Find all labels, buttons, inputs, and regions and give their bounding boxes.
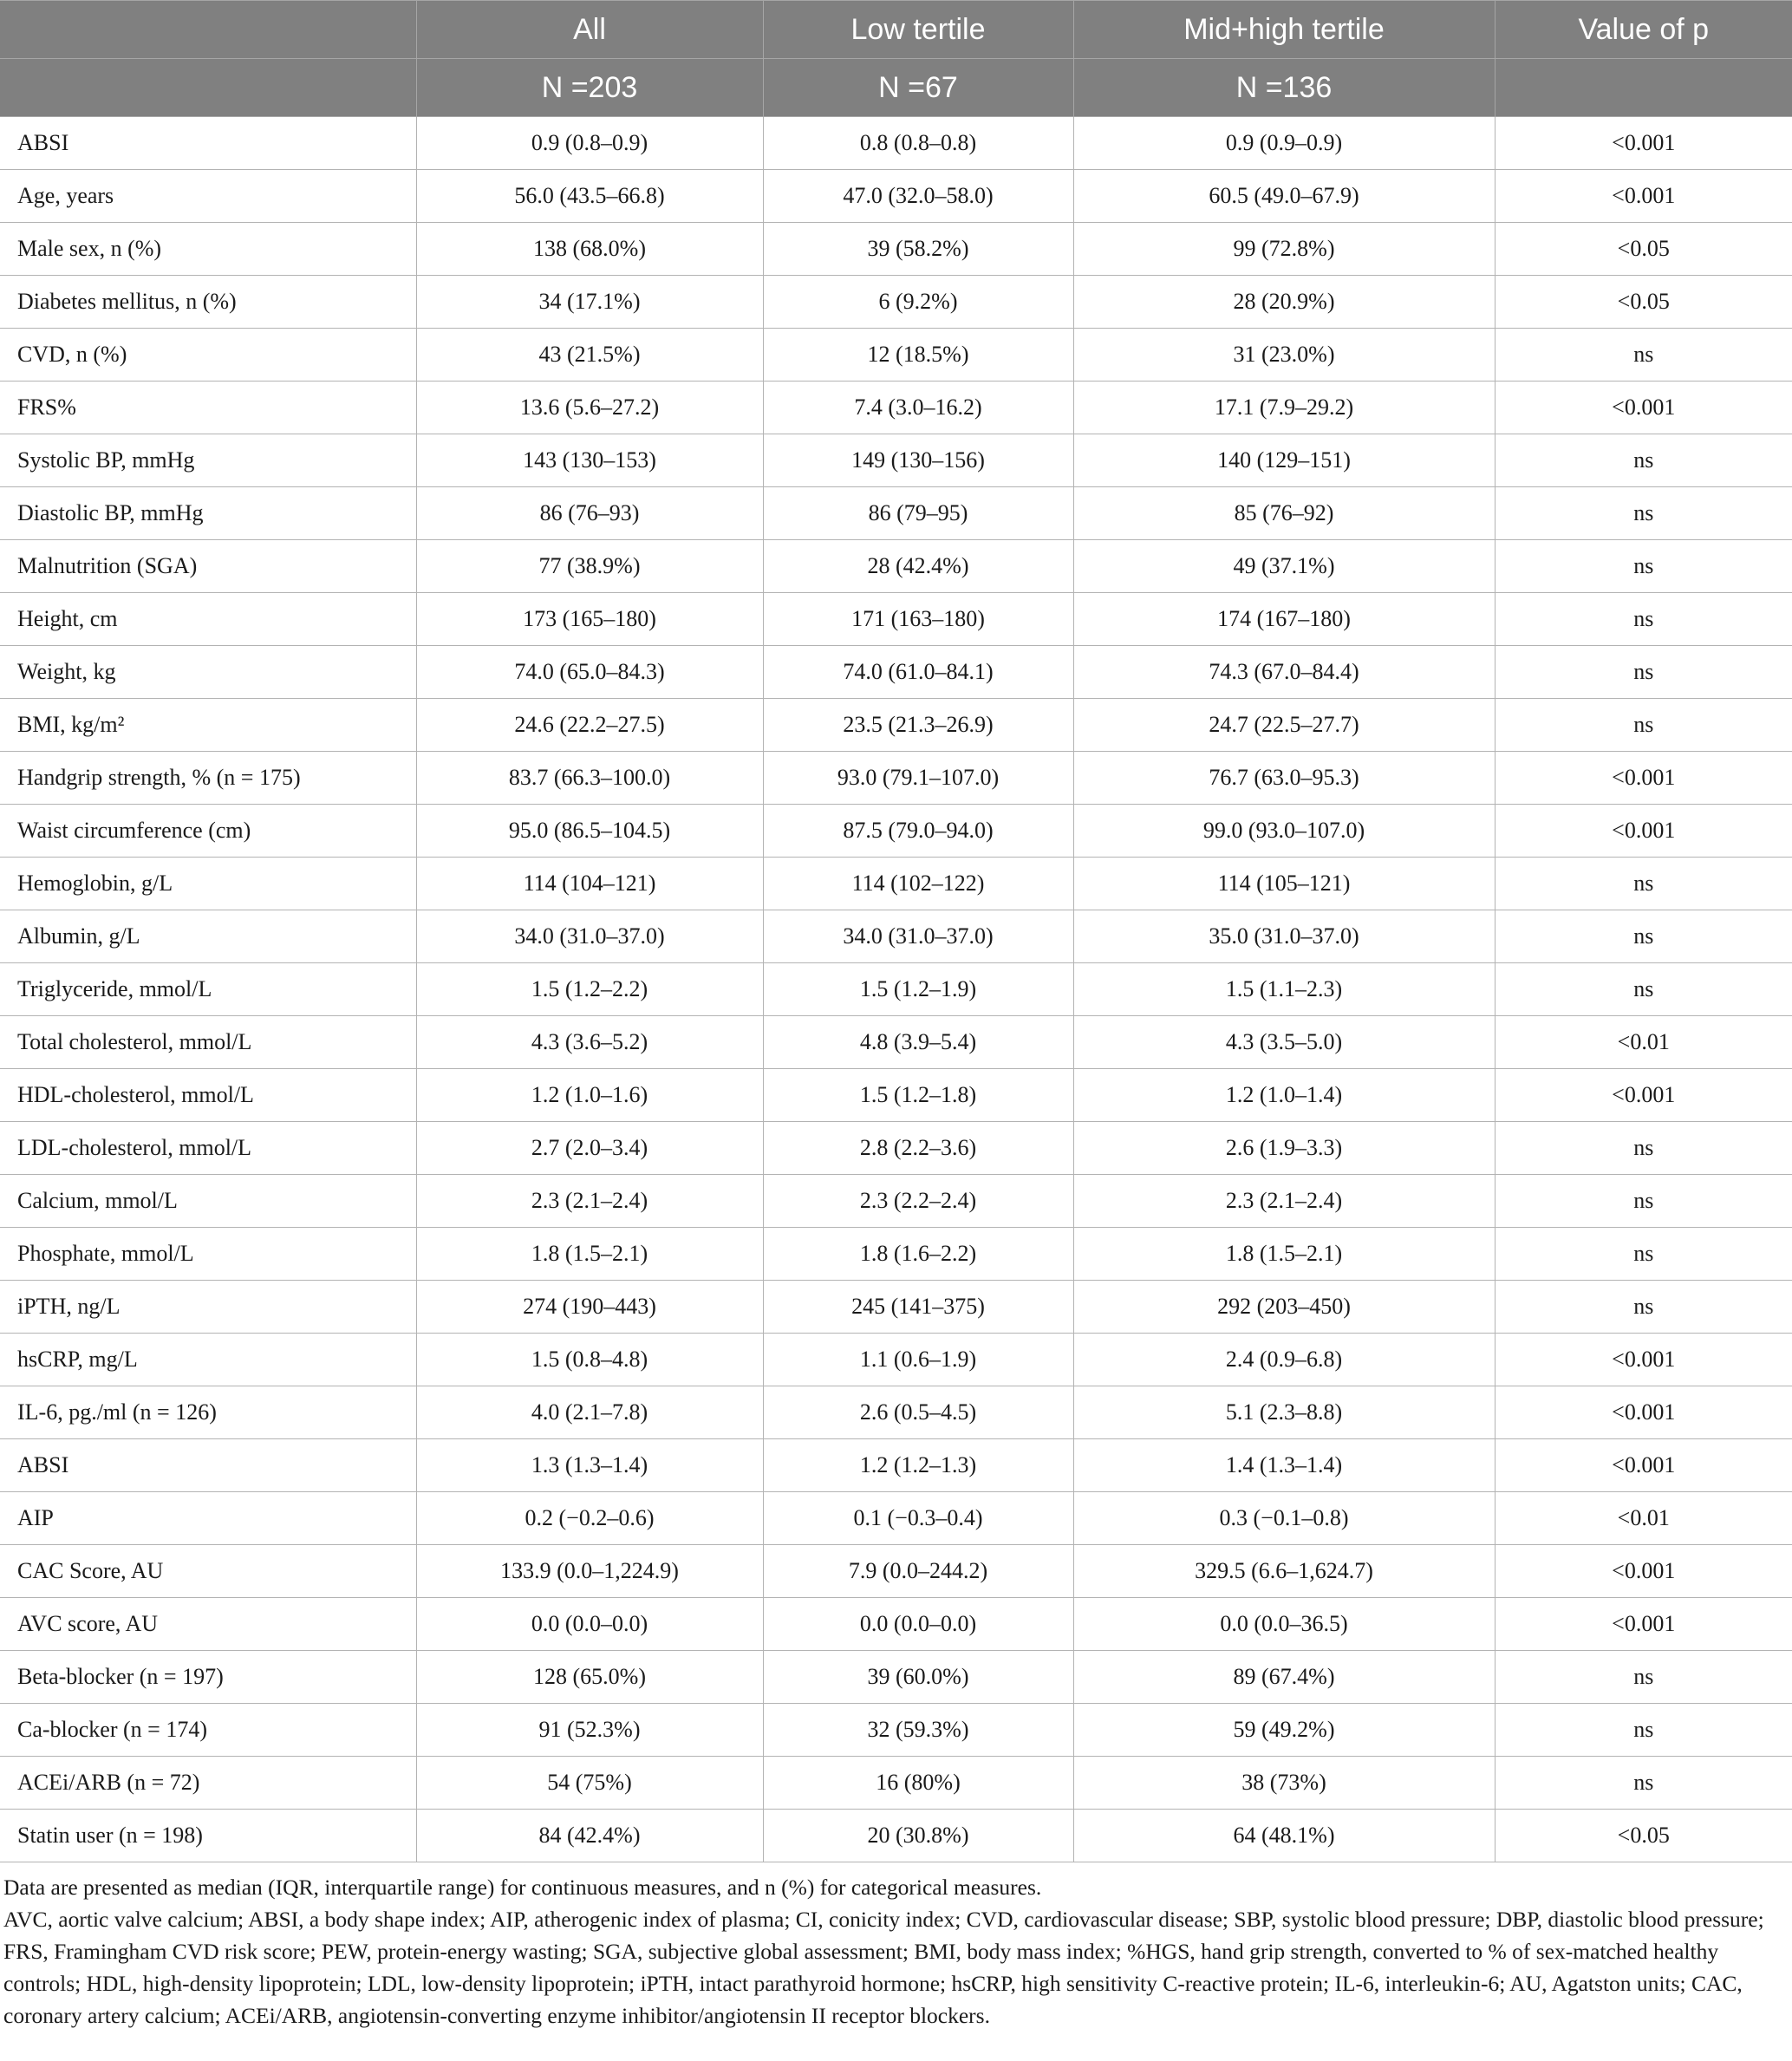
cell-variable: LDL-cholesterol, mmol/L [0,1122,416,1175]
cell-low-tertile: 2.3 (2.2–2.4) [763,1175,1073,1228]
cell-p-value: <0.01 [1495,1016,1792,1069]
cell-mid-high-tertile: 31 (23.0%) [1073,329,1495,382]
cell-p-value: ns [1495,1704,1792,1757]
header-row-counts [0,59,1792,117]
cell-p-value: ns [1495,329,1792,382]
cell-all: 133.9 (0.0–1,224.9) [416,1545,763,1598]
table-row [0,1598,1792,1651]
cell-mid-high-tertile: 1.5 (1.1–2.3) [1073,963,1495,1016]
table-row [0,117,1792,170]
cell-mid-high-tertile: 2.6 (1.9–3.3) [1073,1122,1495,1175]
cell-variable: Weight, kg [0,646,416,699]
cell-mid-high-tertile: 2.4 (0.9–6.8) [1073,1334,1495,1386]
cell-low-tertile: 2.8 (2.2–3.6) [763,1122,1073,1175]
cell-all: 43 (21.5%) [416,329,763,382]
table-row [0,329,1792,382]
cell-p-value: <0.001 [1495,1545,1792,1598]
cell-all: 0.9 (0.8–0.9) [416,117,763,170]
table-row [0,1281,1792,1334]
table-row [0,540,1792,593]
cell-mid-high-tertile: 2.3 (2.1–2.4) [1073,1175,1495,1228]
cell-all: 1.5 (0.8–4.8) [416,1334,763,1386]
cell-p-value: <0.01 [1495,1492,1792,1545]
cell-all: 84 (42.4%) [416,1810,763,1862]
cell-all: 91 (52.3%) [416,1704,763,1757]
cell-low-tertile: 7.4 (3.0–16.2) [763,382,1073,434]
cell-all: 1.8 (1.5–2.1) [416,1228,763,1281]
cell-variable: Calcium, mmol/L [0,1175,416,1228]
table-row [0,1651,1792,1704]
cell-all: 83.7 (66.3–100.0) [416,752,763,805]
footnote-abbreviations: AVC, aortic valve calcium; ABSI, a body shape index; AIP, atherogenic index of plasma; CI, conicity index; CVD, cardiovascular disease; SBP, systolic blood pressure; DBP, diastolic blood pressure; FRS, Framingham CVD risk score; PEW, protein-energy wasting; SGA, subjective global assessment; BMI, body mass index; %HGS, hand grip strength, converted to % of sex-matched healthy controls; HDL, high-density lipoprotein; LDL, low-density lipoprotein; iPTH, intact parathyroid hormone; hsCRP, high sensitivity C-reactive protein; IL-6, interleukin-6; AU, Agatston units; CAC, coronary artery calcium; ACEi/ARB, angiotensin-converting enzyme inhibitor/angiotensin II receptor blockers. [3,1907,1764,2028]
table-row [0,699,1792,752]
cell-low-tertile: 245 (141–375) [763,1281,1073,1334]
table-header [0,1,1792,117]
table-row [0,752,1792,805]
header-cell-all: All [416,1,763,59]
table-row [0,1175,1792,1228]
cell-variable: Phosphate, mmol/L [0,1228,416,1281]
cell-variable: CVD, n (%) [0,329,416,382]
cell-p-value: ns [1495,858,1792,910]
header-cell-all-count: N =203 [416,59,763,117]
cell-low-tertile: 0.1 (−0.3–0.4) [763,1492,1073,1545]
cell-p-value: ns [1495,1122,1792,1175]
cell-p-value: ns [1495,1175,1792,1228]
cell-low-tertile: 6 (9.2%) [763,276,1073,329]
cell-all: 138 (68.0%) [416,223,763,276]
cell-p-value: ns [1495,1228,1792,1281]
cell-low-tertile: 1.5 (1.2–1.9) [763,963,1073,1016]
cell-p-value: ns [1495,646,1792,699]
header-cell-low-tertile: Low tertile [763,1,1073,59]
cell-mid-high-tertile: 74.3 (67.0–84.4) [1073,646,1495,699]
cell-p-value: <0.05 [1495,276,1792,329]
table-row [0,593,1792,646]
table-row [0,858,1792,910]
cell-all: 2.3 (2.1–2.4) [416,1175,763,1228]
cell-variable: Beta-blocker (n = 197) [0,1651,416,1704]
cell-variable: AIP [0,1492,416,1545]
cell-p-value: <0.001 [1495,1069,1792,1122]
cell-p-value: ns [1495,540,1792,593]
table-footnotes [0,1862,1792,2032]
table-row [0,276,1792,329]
table-row [0,1386,1792,1439]
header-cell-mid-high-tertile: Mid+high tertile [1073,1,1495,59]
cell-low-tertile: 114 (102–122) [763,858,1073,910]
cell-mid-high-tertile: 1.2 (1.0–1.4) [1073,1069,1495,1122]
cell-low-tertile: 28 (42.4%) [763,540,1073,593]
cell-mid-high-tertile: 99 (72.8%) [1073,223,1495,276]
cell-low-tertile: 23.5 (21.3–26.9) [763,699,1073,752]
table-row [0,1545,1792,1598]
cell-low-tertile: 4.8 (3.9–5.4) [763,1016,1073,1069]
cell-mid-high-tertile: 17.1 (7.9–29.2) [1073,382,1495,434]
cell-low-tertile: 0.8 (0.8–0.8) [763,117,1073,170]
footnote-data-presentation: Data are presented as median (IQR, interquartile range) for continuous measures, and n (%) for categorical measures. [3,1875,1042,1900]
cell-low-tertile: 86 (79–95) [763,487,1073,540]
cell-p-value: <0.05 [1495,1810,1792,1862]
cell-variable: Height, cm [0,593,416,646]
cell-low-tertile: 7.9 (0.0–244.2) [763,1545,1073,1598]
cell-variable: hsCRP, mg/L [0,1334,416,1386]
cell-variable: FRS% [0,382,416,434]
cell-mid-high-tertile: 38 (73%) [1073,1757,1495,1810]
table-row [0,963,1792,1016]
table-row [0,487,1792,540]
cell-variable: Hemoglobin, g/L [0,858,416,910]
cell-all: 54 (75%) [416,1757,763,1810]
cell-low-tertile: 20 (30.8%) [763,1810,1073,1862]
cell-low-tertile: 2.6 (0.5–4.5) [763,1386,1073,1439]
cell-mid-high-tertile: 60.5 (49.0–67.9) [1073,170,1495,223]
cell-p-value: ns [1495,699,1792,752]
cell-mid-high-tertile: 0.3 (−0.1–0.8) [1073,1492,1495,1545]
cell-all: 128 (65.0%) [416,1651,763,1704]
cell-all: 1.5 (1.2–2.2) [416,963,763,1016]
cell-all: 4.0 (2.1–7.8) [416,1386,763,1439]
header-cell-variable-count [0,59,416,117]
cell-variable: iPTH, ng/L [0,1281,416,1334]
cell-variable: Diabetes mellitus, n (%) [0,276,416,329]
table-row [0,910,1792,963]
cell-variable: Triglyceride, mmol/L [0,963,416,1016]
cell-low-tertile: 93.0 (79.1–107.0) [763,752,1073,805]
cell-low-tertile: 1.8 (1.6–2.2) [763,1228,1073,1281]
table-row [0,1016,1792,1069]
cell-mid-high-tertile: 35.0 (31.0–37.0) [1073,910,1495,963]
cell-variable: Total cholesterol, mmol/L [0,1016,416,1069]
cell-all: 173 (165–180) [416,593,763,646]
cell-all: 0.0 (0.0–0.0) [416,1598,763,1651]
cell-p-value: <0.001 [1495,752,1792,805]
table-row [0,223,1792,276]
header-row-groups [0,1,1792,59]
table-row [0,1228,1792,1281]
cell-variable: HDL-cholesterol, mmol/L [0,1069,416,1122]
header-cell-variable [0,1,416,59]
header-cell-low-tertile-count: N =67 [763,59,1073,117]
cell-low-tertile: 87.5 (79.0–94.0) [763,805,1073,858]
cell-mid-high-tertile: 1.8 (1.5–2.1) [1073,1228,1495,1281]
cell-variable: AVC score, AU [0,1598,416,1651]
cell-all: 86 (76–93) [416,487,763,540]
cell-p-value: ns [1495,1281,1792,1334]
cell-variable: Malnutrition (SGA) [0,540,416,593]
cell-low-tertile: 74.0 (61.0–84.1) [763,646,1073,699]
cell-variable: Statin user (n = 198) [0,1810,416,1862]
cell-low-tertile: 34.0 (31.0–37.0) [763,910,1073,963]
cell-all: 56.0 (43.5–66.8) [416,170,763,223]
cell-variable: Diastolic BP, mmHg [0,487,416,540]
table-row [0,1334,1792,1386]
table-row [0,170,1792,223]
cell-mid-high-tertile: 1.4 (1.3–1.4) [1073,1439,1495,1492]
cell-mid-high-tertile: 5.1 (2.3–8.8) [1073,1386,1495,1439]
cell-p-value: <0.001 [1495,170,1792,223]
cell-p-value: ns [1495,1651,1792,1704]
cell-mid-high-tertile: 292 (203–450) [1073,1281,1495,1334]
cell-variable: BMI, kg/m² [0,699,416,752]
cell-all: 74.0 (65.0–84.3) [416,646,763,699]
table-row [0,1810,1792,1862]
cell-all: 34 (17.1%) [416,276,763,329]
cell-all: 13.6 (5.6–27.2) [416,382,763,434]
table-row [0,646,1792,699]
cell-mid-high-tertile: 0.9 (0.9–0.9) [1073,117,1495,170]
cell-mid-high-tertile: 59 (49.2%) [1073,1704,1495,1757]
table-row [0,1492,1792,1545]
cell-mid-high-tertile: 64 (48.1%) [1073,1810,1495,1862]
cell-low-tertile: 1.2 (1.2–1.3) [763,1439,1073,1492]
cell-variable: ABSI [0,1439,416,1492]
header-cell-p-value: Value of p [1495,1,1792,59]
cell-variable: Ca-blocker (n = 174) [0,1704,416,1757]
cell-p-value: ns [1495,434,1792,487]
cell-p-value: <0.001 [1495,1334,1792,1386]
cell-low-tertile: 39 (60.0%) [763,1651,1073,1704]
cell-variable: Handgrip strength, % (n = 175) [0,752,416,805]
cell-low-tertile: 47.0 (32.0–58.0) [763,170,1073,223]
cell-all: 34.0 (31.0–37.0) [416,910,763,963]
cell-p-value: ns [1495,963,1792,1016]
cell-variable: CAC Score, AU [0,1545,416,1598]
cell-p-value: <0.001 [1495,117,1792,170]
cell-mid-high-tertile: 140 (129–151) [1073,434,1495,487]
cell-all: 143 (130–153) [416,434,763,487]
cell-low-tertile: 12 (18.5%) [763,329,1073,382]
table-row [0,1122,1792,1175]
cell-p-value: <0.05 [1495,223,1792,276]
table-row [0,434,1792,487]
cell-mid-high-tertile: 89 (67.4%) [1073,1651,1495,1704]
cell-all: 1.3 (1.3–1.4) [416,1439,763,1492]
cell-p-value: <0.001 [1495,1386,1792,1439]
cell-low-tertile: 171 (163–180) [763,593,1073,646]
cell-low-tertile: 39 (58.2%) [763,223,1073,276]
cell-all: 114 (104–121) [416,858,763,910]
cell-low-tertile: 16 (80%) [763,1757,1073,1810]
cell-mid-high-tertile: 0.0 (0.0–36.5) [1073,1598,1495,1651]
cell-variable: Systolic BP, mmHg [0,434,416,487]
cell-p-value: ns [1495,1757,1792,1810]
cell-low-tertile: 0.0 (0.0–0.0) [763,1598,1073,1651]
cell-all: 24.6 (22.2–27.5) [416,699,763,752]
cell-variable: ACEi/ARB (n = 72) [0,1757,416,1810]
table-row [0,1069,1792,1122]
cell-mid-high-tertile: 24.7 (22.5–27.7) [1073,699,1495,752]
cell-all: 0.2 (−0.2–0.6) [416,1492,763,1545]
cell-low-tertile: 1.5 (1.2–1.8) [763,1069,1073,1122]
cell-p-value: ns [1495,910,1792,963]
table-row [0,382,1792,434]
table-row [0,1704,1792,1757]
cell-mid-high-tertile: 76.7 (63.0–95.3) [1073,752,1495,805]
cell-variable: Albumin, g/L [0,910,416,963]
cell-variable: Waist circumference (cm) [0,805,416,858]
cell-variable: IL-6, pg./ml (n = 126) [0,1386,416,1439]
cell-p-value: ns [1495,593,1792,646]
cell-variable: Male sex, n (%) [0,223,416,276]
table-row [0,1439,1792,1492]
cell-all: 1.2 (1.0–1.6) [416,1069,763,1122]
cell-mid-high-tertile: 329.5 (6.6–1,624.7) [1073,1545,1495,1598]
cell-variable: Age, years [0,170,416,223]
cell-low-tertile: 32 (59.3%) [763,1704,1073,1757]
table-body [0,117,1792,1862]
cell-mid-high-tertile: 99.0 (93.0–107.0) [1073,805,1495,858]
table-row [0,1757,1792,1810]
cell-all: 95.0 (86.5–104.5) [416,805,763,858]
cell-all: 77 (38.9%) [416,540,763,593]
cell-p-value: <0.001 [1495,1439,1792,1492]
header-cell-mid-high-tertile-count: N =136 [1073,59,1495,117]
cell-p-value: <0.001 [1495,382,1792,434]
cell-mid-high-tertile: 85 (76–92) [1073,487,1495,540]
header-cell-p-value-count [1495,59,1792,117]
cell-p-value: <0.001 [1495,805,1792,858]
cell-all: 274 (190–443) [416,1281,763,1334]
cell-low-tertile: 149 (130–156) [763,434,1073,487]
cell-mid-high-tertile: 49 (37.1%) [1073,540,1495,593]
table-row [0,805,1792,858]
cell-all: 4.3 (3.6–5.2) [416,1016,763,1069]
cell-p-value: ns [1495,487,1792,540]
cell-mid-high-tertile: 4.3 (3.5–5.0) [1073,1016,1495,1069]
cell-variable: ABSI [0,117,416,170]
cell-mid-high-tertile: 174 (167–180) [1073,593,1495,646]
cell-p-value: <0.001 [1495,1598,1792,1651]
cell-low-tertile: 1.1 (0.6–1.9) [763,1334,1073,1386]
cell-mid-high-tertile: 28 (20.9%) [1073,276,1495,329]
cell-all: 2.7 (2.0–3.4) [416,1122,763,1175]
cell-mid-high-tertile: 114 (105–121) [1073,858,1495,910]
